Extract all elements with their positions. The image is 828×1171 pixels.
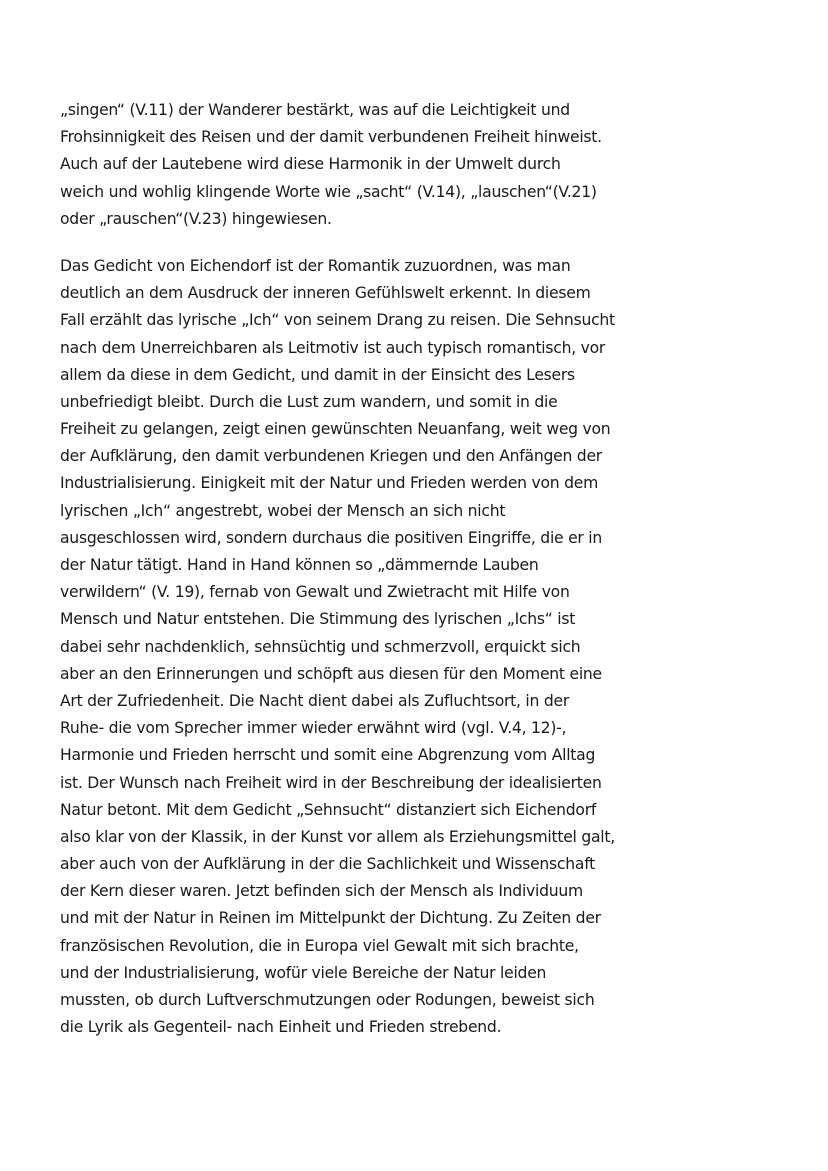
- text-line: Das Gedicht von Eichendorf ist der Romantik zuzuordnen, was man: [60, 256, 571, 275]
- text-line: Freiheit zu gelangen, zeigt einen gewünschten Neuanfang, weit weg von: [60, 420, 611, 439]
- text-line: ausgeschlossen wird, sondern durchaus die positiven Eingriffe, die er in: [60, 528, 603, 547]
- text-line: Art der Zufriedenheit. Die Nacht dient dabei als Zufluchtsort, in der: [60, 691, 570, 710]
- text-line: „singen“ (V.11) der Wanderer bestärkt, was auf die Leichtigkeit und: [60, 101, 570, 119]
- text-line: dabei sehr nachdenklich, sehnsüchtig und schmerzvoll, erquickt sich: [60, 637, 581, 656]
- text-line: der Natur tätigt. Hand in Hand können so „dämmernde Lauben: [60, 556, 539, 574]
- text-line: die Lyrik als Gegenteil- nach Einheit und Frieden strebend.: [60, 1018, 502, 1037]
- paragraph: [60, 253, 660, 1041]
- paragraph: [60, 97, 660, 233]
- text-line: ist. Der Wunsch nach Freiheit wird in der Beschreibung der idealisierten: [60, 773, 602, 792]
- text-line: Natur betont. Mit dem Gedicht „Sehnsucht“ distanziert sich Eichendorf: [60, 800, 597, 819]
- text-line: Frohsinnigkeit des Reisen und der damit verbundenen Freiheit hinweist.: [60, 128, 602, 147]
- text-line: nach dem Unerreichbaren als Leitmotiv ist auch typisch romantisch, vor: [60, 338, 606, 357]
- text-line: lyrischen „Ich“ angestrebt, wobei der Mensch an sich nicht: [60, 501, 506, 520]
- text-line: und der Industrialisierung, wofür viele Bereiche der Natur leiden: [60, 963, 547, 982]
- text-line: allem da diese in dem Gedicht, und damit in der Einsicht des Lesers: [60, 365, 575, 384]
- text-line: Mensch und Natur entstehen. Die Stimmung des lyrischen „Ichs“ ist: [60, 610, 576, 629]
- text-line: Auch auf der Lautebene wird diese Harmonik in der Umwelt durch: [60, 155, 561, 174]
- text-line: der Kern dieser waren. Jetzt befinden sich der Mensch als Individuum: [60, 882, 583, 901]
- text-line: Ruhe- die vom Sprecher immer wieder erwähnt wird (vgl. V.4, 12)-,: [60, 719, 567, 738]
- text-line: deutlich an dem Ausdruck der inneren Gefühlswelt erkennt. In diesem: [60, 284, 591, 303]
- text-line: oder „rauschen“(V.23) hingewiesen.: [60, 209, 332, 228]
- text-line: der Aufklärung, den damit verbundenen Kriegen und den Anfängen der: [60, 447, 602, 466]
- text-line: mussten, ob durch Luftverschmutzungen oder Rodungen, beweist sich: [60, 991, 595, 1009]
- text-line: also klar von der Klassik, in der Kunst vor allem als Erziehungsmittel galt,: [60, 827, 615, 846]
- text-line: und mit der Natur in Reinen im Mittelpunkt der Dichtung. Zu Zeiten der: [60, 909, 601, 928]
- text-line: weich und wohlig klingende Worte wie „sacht“ (V.14), „lauschen“(V.21): [60, 182, 597, 201]
- text-line: Fall erzählt das lyrische „Ich“ von seinem Drang zu reisen. Die Sehnsucht: [60, 311, 615, 330]
- text-line: unbefriedigt bleibt. Durch die Lust zum wandern, und somit in die: [60, 392, 558, 411]
- text-line: verwildern“ (V. 19), fernab von Gewalt und Zwietracht mit Hilfe von: [60, 583, 570, 602]
- paragraph-gap: [60, 233, 660, 253]
- text-line: französischen Revolution, die in Europa viel Gewalt mit sich brachte,: [60, 936, 579, 955]
- document-body: [60, 97, 660, 1041]
- text-line: Harmonie und Frieden herrscht und somit eine Abgrenzung vom Alltag: [60, 746, 596, 765]
- text-line: aber an den Erinnerungen und schöpft aus diesen für den Moment eine: [60, 664, 602, 683]
- text-line: aber auch von der Aufklärung in der die Sachlichkeit und Wissenschaft: [60, 855, 596, 874]
- text-line: Industrialisierung. Einigkeit mit der Natur und Frieden werden von dem: [60, 474, 599, 493]
